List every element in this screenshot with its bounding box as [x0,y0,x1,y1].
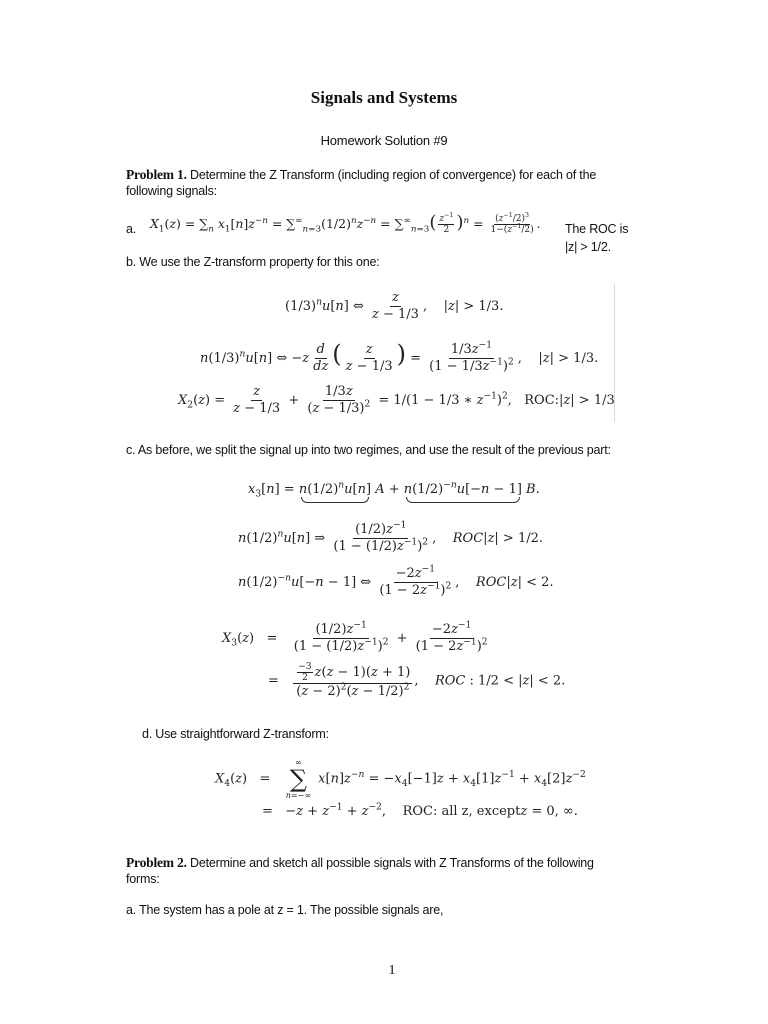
part-b-equation-2: $n(1/3)^nu[n]$ ⇔ −z $\frac{d}{dz}$ ( $\frac{z}{z - 1/3}$ ) = $\frac{1/3z^{-1}}{(1 - 1/3z^{-1})^2}$ , |z| > 1/3. [200,340,599,374]
problem-2-label: Problem 2. [126,855,187,870]
problem-1-label: Problem 1. [126,167,187,182]
part-b-equation-3: $X_2(z)$ = $\frac{z}{z - 1/3}$ + $\frac{1/3z}{(z - 1/3)^2}$ = 1/(1 − 1/3 ∗ $z^{-1})^2$, ROC:|z| > 1/3 [178,384,615,416]
part-d-equation-1: $X_4(z)$ = ∞ ∑ n=−∞ $x[n]z^{-n} = -x_4[-1]z + x_4[1]z^{-1} + x_4[2]z^{-2}$ [215,758,586,800]
part-a-roc-line1: The ROC is [565,222,629,236]
part-a-label: a. [126,222,137,236]
part-a-roc-line2: |z| > 1/2. [565,240,611,254]
part-2a-text: a. The system has a pole at z = 1. The possible signals are, [126,903,444,917]
part-b-equation-1: $(1/3)^nu[n]$ ⇔ $\frac{z}{z - 1/3}$ , |z| > 1/3. [285,290,504,322]
part-c-equation-3: $n(1/2)^{-n}u[-n - 1]$ ⇔ $\frac{-2z^{-1}}{(1 - 2z^{-1})^2}$ , ROC|z| < 2. [238,564,554,598]
part-d-equation-2: = $-z + z^{-1} + z^{-2}$, ROC: all z, exceptz = 0, ∞. [262,802,578,819]
part-b-intro: b. We use the Z-transform property for this one: [126,255,380,269]
document-subtitle: Homework Solution #9 [320,133,448,148]
brace-b: $n(1/2)^{-n}u[-n - 1]$ [404,482,522,503]
part-c-equation-5: = $\frac{-3}{2}$ z(z − 1)(z + 1) $(z - 2)^2(z - 1/2)^2$ , ROC : 1/2 < |z| < 2. [268,662,566,699]
part-c-equation-2: $n(1/2)^nu[n]$ ⇒ $\frac{(1/2)z^{-1}}{(1 - (1/2)z^{-1})^2}$ , ROC|z| > 1/2. [238,520,544,554]
part-c-intro: c. As before, we split the signal up into two regimes, and use the result of the previous part: [126,443,611,457]
problem-2-text-line2: forms: [126,872,160,886]
problem-2-text-line1: Determine and sketch all possible signals with Z Transforms of the following [190,856,594,870]
part-c-equation-1: $x_3[n] = n(1/2)^nu[n] A + n(1/2)^{-n}u[-n - 1]$ B. [248,482,540,503]
page-number: 1 [388,963,396,978]
brace-a-label: A [375,482,385,497]
brace-b-label: B [526,482,536,497]
problem-1-text-line1: Determine the Z Transform (including region of convergence) for each of the [190,168,597,182]
part-a-equation: $X_1(z) = \sum_n$ $x_1[n]z^{-n} = \sum^\infty_{n=3}(1/2)^nz^{-n} = \sum^\infty_{n=3}$( $\frac{z^{-1}}{2}$ )$^n$ = $\frac{(z^{-1}/2)^3}{1-(z^{-1}/2)}$ . [150,212,541,235]
part-d-intro: d. Use straightforward Z-transform: [142,727,329,741]
part-c-equation-4: $X_3(z)$ = $\frac{(1/2)z^{-1}}{(1 - (1/2)z^{-1})^2}$ + $\frac{-2z^{-1}}{(1 - 2z^{-1})^2}$ [222,620,488,654]
problem-1-text-line2: following signals: [126,184,217,198]
brace-a: $n(1/2)^nu[n]$ [299,482,371,503]
problem-2-statement [126,855,594,871]
document-title: Signals and Systems [310,88,458,107]
problem-1-statement [126,167,596,183]
